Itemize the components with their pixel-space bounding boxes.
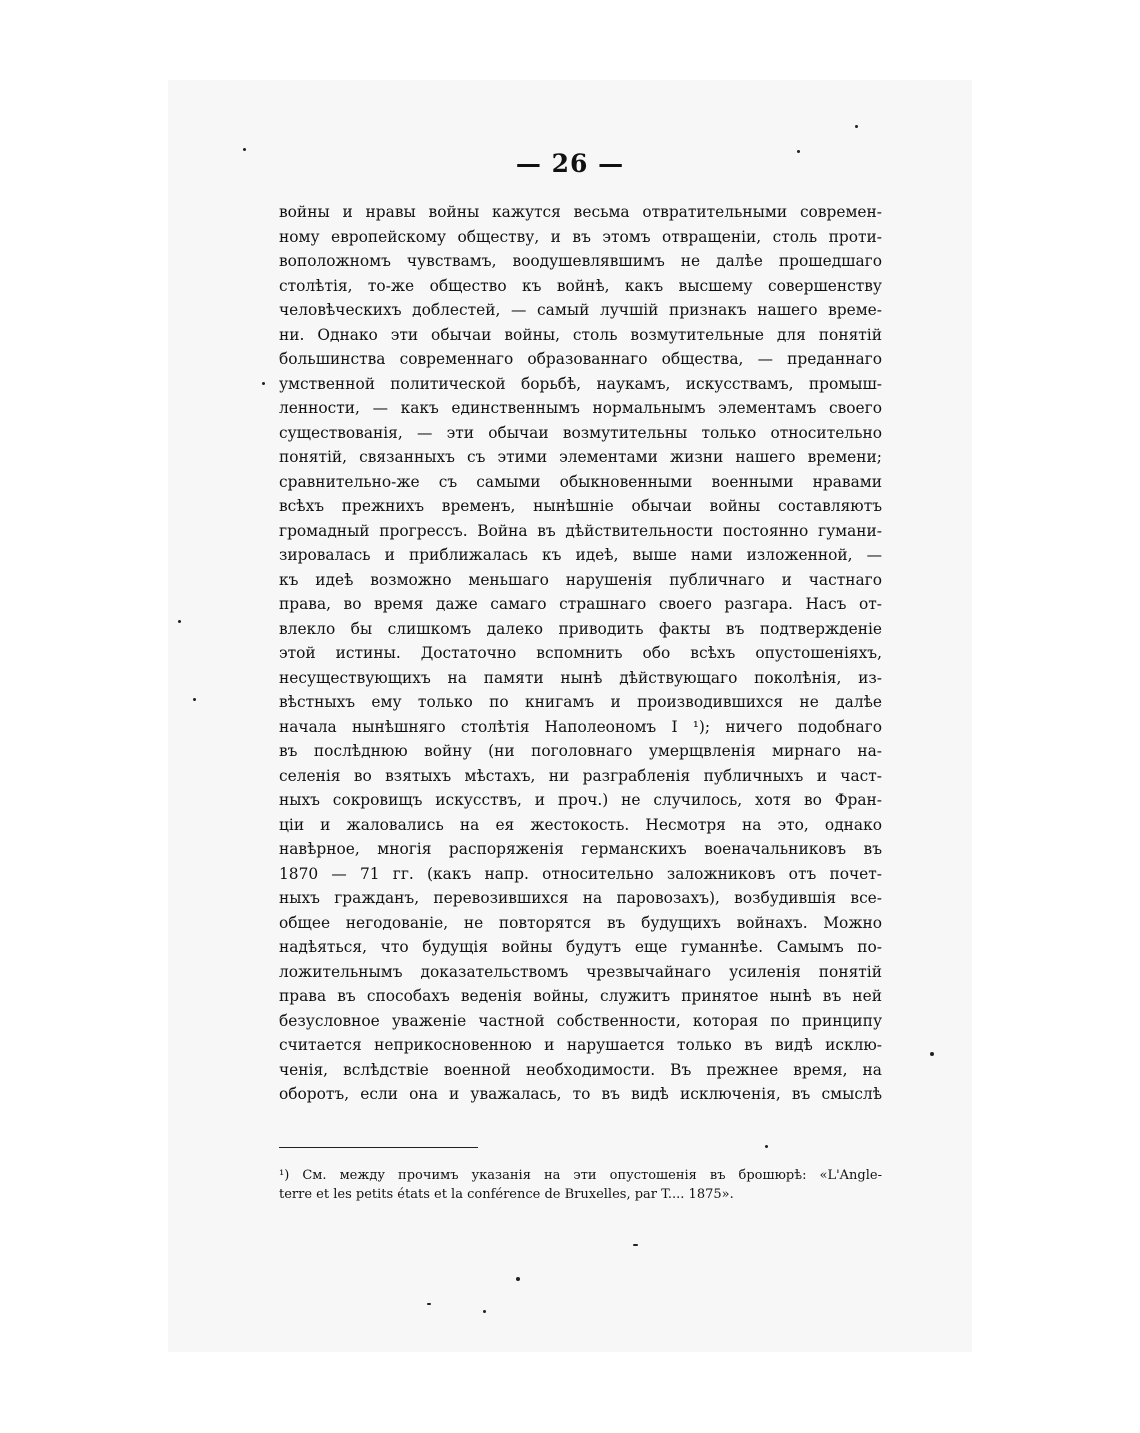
- text-line: ченія, вслѣдствіе военной необходимости. Въ прежнее время, на: [279, 1060, 882, 1079]
- text-line: умственной политической борьбѣ, наукамъ, искусствамъ, промыш-: [279, 374, 882, 393]
- text-line: вѣстныхъ ему только по книгамъ и производившихся не далѣе: [279, 693, 882, 711]
- scan-speck: [483, 1310, 486, 1313]
- text-line: ни. Однако эти обычаи войны, столь возмутительные для понятій: [279, 325, 882, 344]
- text-line: влекло бы слишкомъ далеко приводить факты въ подтвержденіе: [279, 619, 882, 638]
- text-line: войны и нравы войны кажутся весьма отвратительными современ-: [279, 203, 882, 221]
- text-line: столѣтія, то-же общество къ войнѣ, какъ высшему совершенству: [279, 276, 882, 295]
- text-line: ціи и жаловались на ея жестокость. Несмотря на это, однако: [279, 815, 882, 834]
- text-line: навѣрное, многія распоряженія германскихъ военачальниковъ въ: [279, 840, 882, 858]
- scan-speck: [262, 382, 265, 385]
- scan-speck: [765, 1145, 768, 1148]
- scan-speck: [193, 698, 196, 701]
- text-line: большинства современнаго образованнаго общества, — преданнаго: [279, 350, 882, 368]
- text-line: воположномъ чувствамъ, воодушевлявшимъ не далѣе прошедшаго: [279, 252, 882, 270]
- text-line: оборотъ, если она и уважалась, то въ видѣ исключенія, въ смыслѣ: [279, 1085, 882, 1103]
- text-line: права, во время даже самаго страшнаго своего разгара. Насъ от-: [279, 595, 882, 613]
- text-line: сравнительно-же съ самыми обыкновенными военными нравами: [279, 472, 882, 491]
- scan-speck: [855, 125, 858, 128]
- text-line: ныхъ гражданъ, перевозившихся на паровозахъ), возбудившія все-: [279, 889, 882, 907]
- text-line: человѣческихъ доблестей, — самый лучшій признакъ нашего време-: [279, 301, 882, 319]
- text-line: къ идеѣ возможно меньшаго нарушенія публичнаго и частнаго: [279, 570, 882, 589]
- text-line: ленности, — какъ единственнымъ нормальнымъ элементамъ своего: [279, 399, 882, 417]
- text-line: ныхъ сокровищъ искусствъ, и проч.) не случилось, хотя во Фран-: [279, 791, 882, 809]
- scan-speck: [243, 148, 246, 151]
- text-line: ложительнымъ доказательствомъ чрезвычайнаго усиленія понятій: [279, 962, 882, 981]
- text-line: общее негодованіе, не повторятся въ будущихъ войнахъ. Можно: [279, 913, 882, 932]
- footnote: [279, 1166, 882, 1204]
- text-line: громадный прогрессъ. Война въ дѣйствительности постоянно гумани-: [279, 521, 882, 540]
- text-line: начала нынѣшняго столѣтія Наполеономъ I ¹); ничего подобнаго: [279, 717, 882, 736]
- text-line: въ послѣднюю войну (ни поголовнаго умерщвленія мирнаго на-: [279, 742, 882, 760]
- text-line: селенія во взятыхъ мѣстахъ, ни разграбленія публичныхъ и част-: [279, 766, 882, 785]
- text-line: права въ способахъ веденія войны, служитъ принятое нынѣ въ ней: [279, 987, 882, 1005]
- text-line: безусловное уваженіе частной собственности, которая по принципу: [279, 1011, 882, 1030]
- text-line: существованія, — эти обычаи возмутительны только относительно: [279, 423, 882, 442]
- scan-speck: [797, 150, 800, 153]
- text-line: надѣяться, что будущія войны будутъ еще гуманнѣе. Самымъ по-: [279, 938, 882, 956]
- footnote-line: terre et les petits états et la conférence de Bruxelles, par T.... 1875».: [279, 1187, 734, 1202]
- footnote-separator: [279, 1147, 478, 1148]
- scan-speck: [633, 1244, 638, 1246]
- text-line: всѣхъ прежнихъ временъ, нынѣшніе обычаи войны составляютъ: [279, 497, 882, 515]
- scan-speck: [427, 1303, 431, 1305]
- footnote-line: ¹) См. между прочимъ указанія на эти опустошенія въ брошюрѣ: «L'Angle-: [279, 1168, 882, 1183]
- scan-speck: [178, 620, 181, 623]
- scan-speck: [930, 1052, 934, 1056]
- scan-speck: [516, 1277, 520, 1281]
- text-line: несуществующихъ на памяти нынѣ дѣйствующаго поколѣнія, из-: [279, 668, 882, 687]
- page-number: — 26 —: [515, 149, 625, 178]
- text-line: считается неприкосновенною и нарушается только въ видѣ исклю-: [279, 1036, 882, 1054]
- body-text: [279, 200, 882, 1107]
- text-line: понятій, связанныхъ съ этими элементами жизни нашего времени;: [279, 448, 882, 466]
- text-line: 1870 — 71 гг. (какъ напр. относительно заложниковъ отъ почет-: [279, 864, 882, 883]
- text-line: ному европейскому обществу, и въ этомъ отвращеніи, столь проти-: [279, 227, 882, 246]
- text-line: этой истины. Достаточно вспомнить обо всѣхъ опустошеніяхъ,: [279, 644, 882, 662]
- text-line: зировалась и приближалась къ идеѣ, выше нами изложенной, —: [279, 546, 882, 564]
